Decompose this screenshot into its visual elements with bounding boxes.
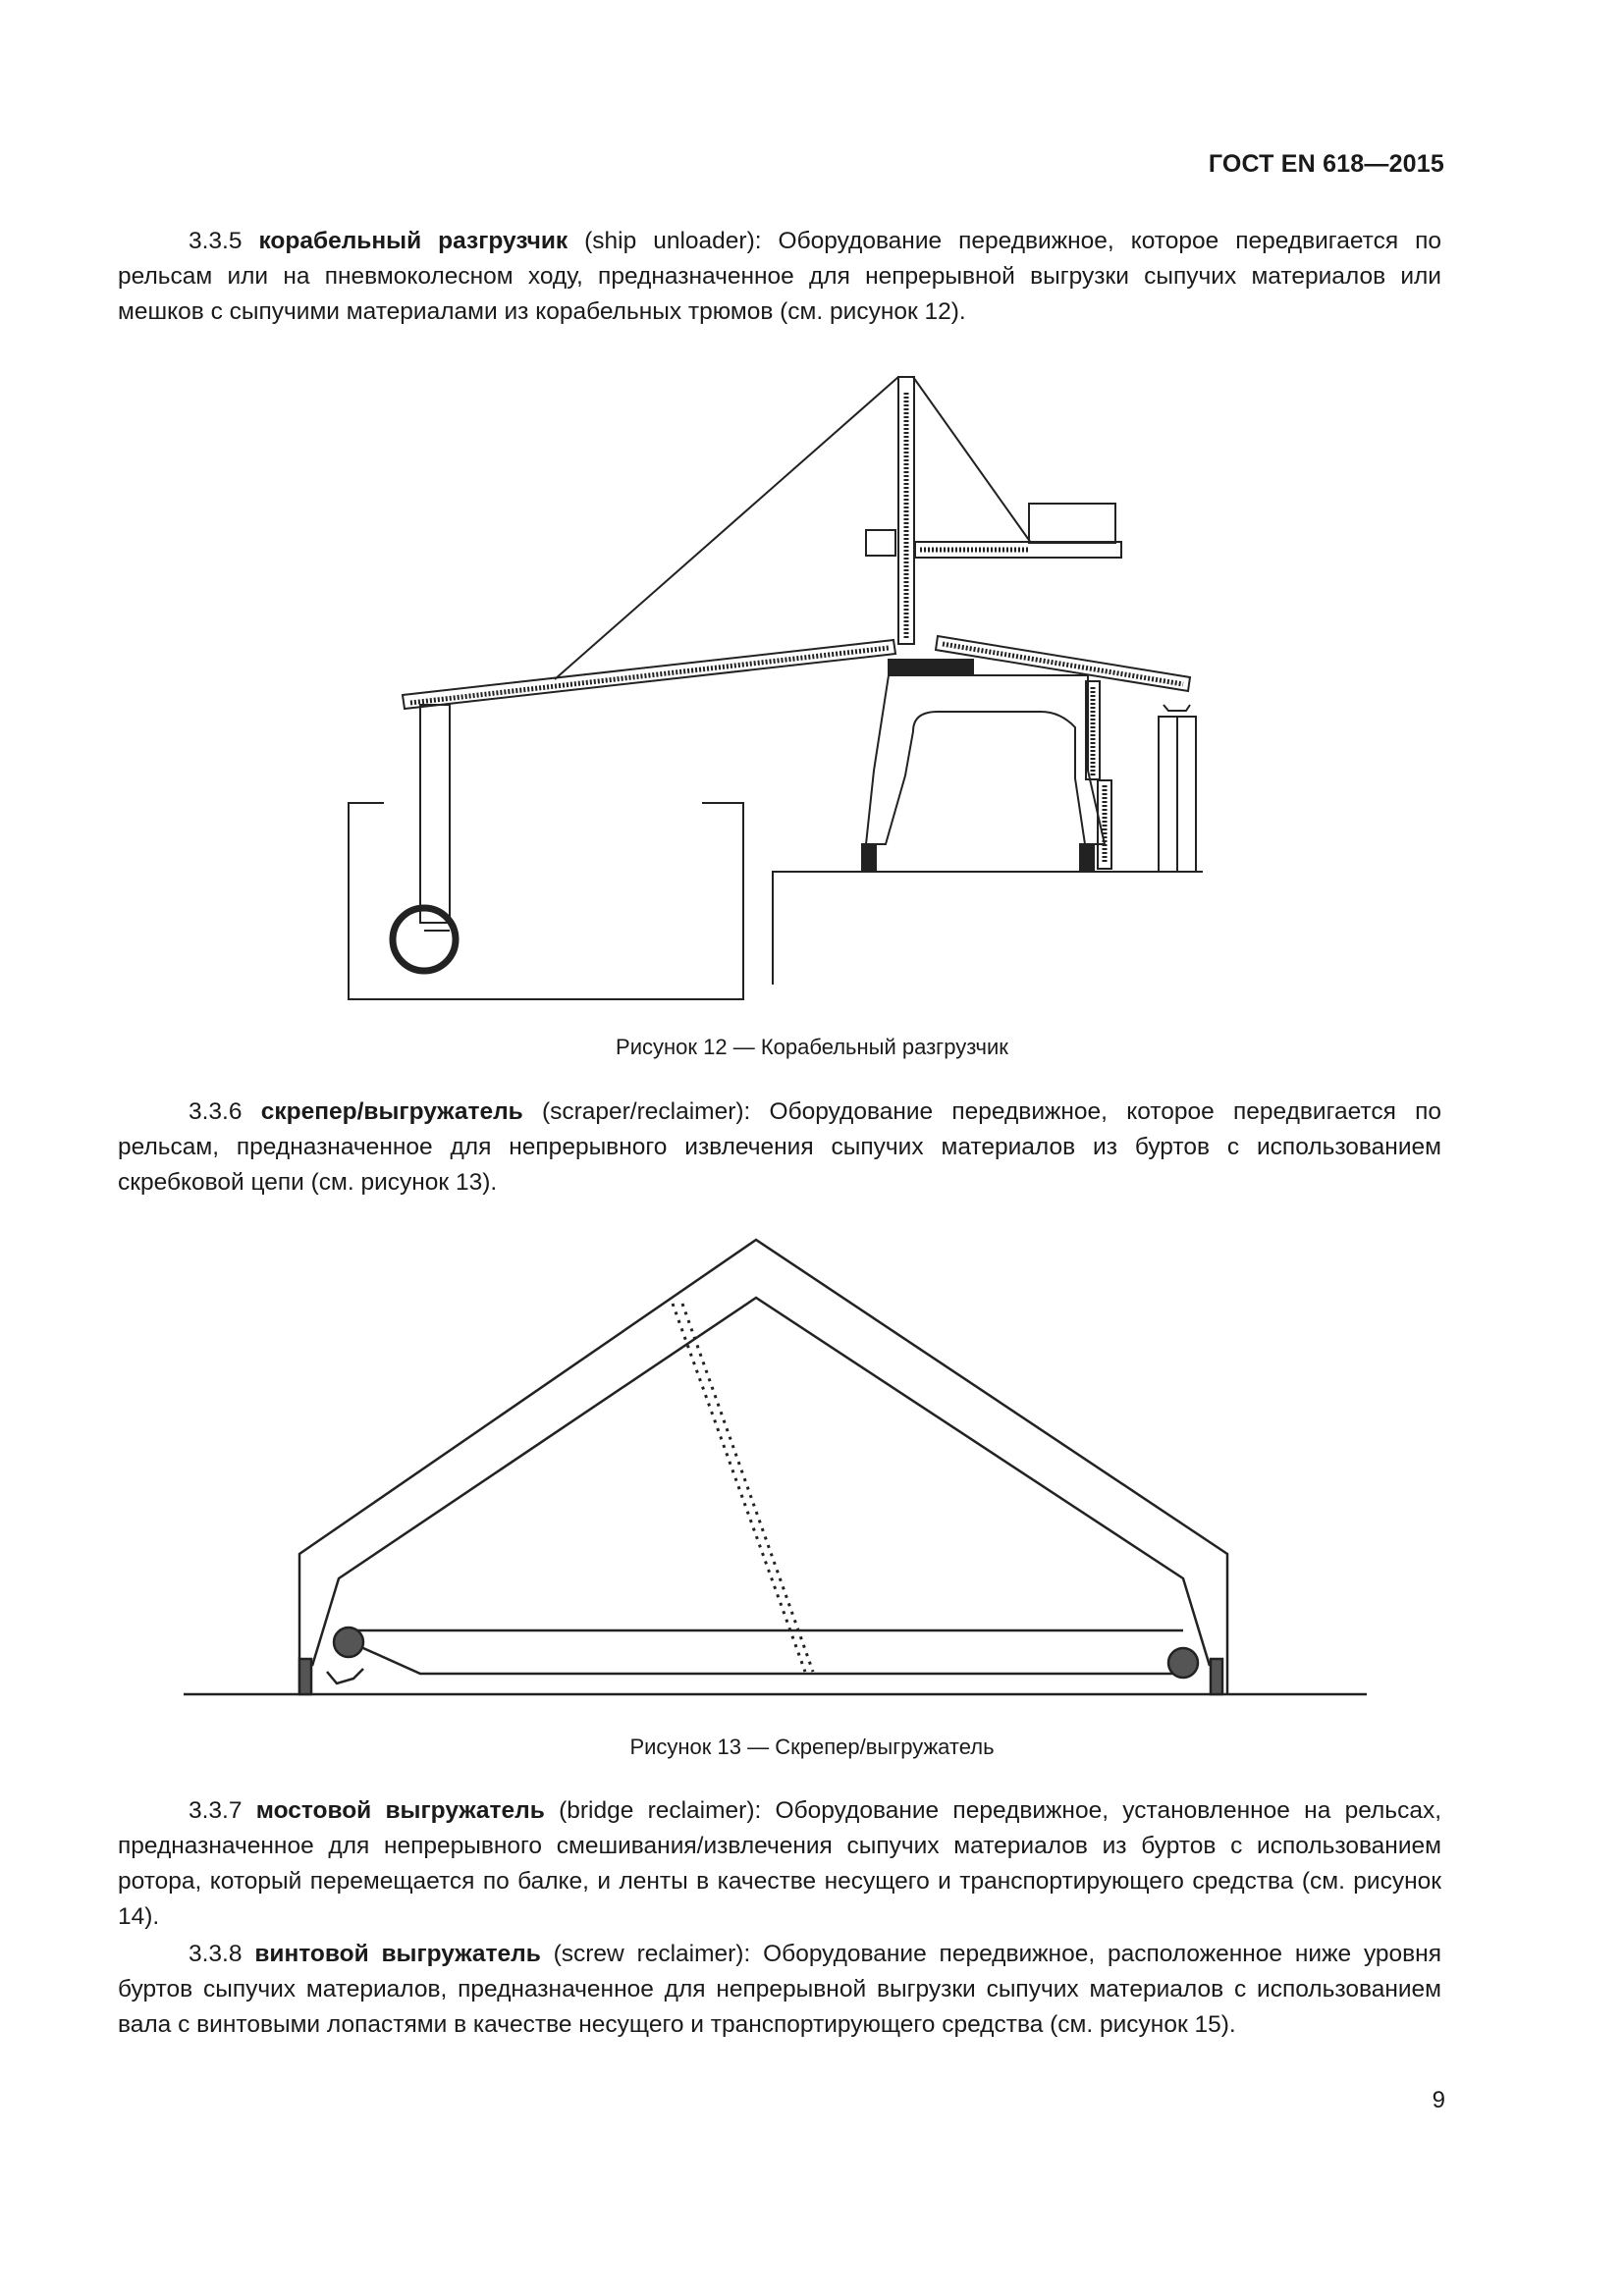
term: корабельный разгрузчик xyxy=(258,228,568,254)
paragraph-3-3-7 xyxy=(118,1793,1441,1935)
definition: : Оборудование передвижное, которое передвигается по рельсам, предназначенное для непрерывного извлечения сыпучих материалов из буртов с использованием скребковой цепи (см. рисунок 13). xyxy=(118,1098,1441,1196)
figure-12-caption: Рисунок 12 — Корабельный разгрузчик xyxy=(616,1035,1008,1059)
clause-number: 3.3.7 xyxy=(189,1797,243,1824)
term-english: (bridge reclaimer) xyxy=(559,1797,755,1824)
term: мостовой выгружатель xyxy=(255,1797,545,1824)
figure-13-caption: Рисунок 13 — Скрепер/выгружатель xyxy=(629,1735,995,1759)
paragraph-3-3-8 xyxy=(118,1937,1441,2043)
clause-number: 3.3.5 xyxy=(189,228,243,254)
definition: : Оборудование передвижное, установленное на рельсах, предназначенное для непрерывного смешивания/извлечения сыпучих материалов из буртов с использованием ротора, который перемещается по балке, и ленты в качестве несущего и транспортирующего средства (см. рисунок 14). xyxy=(118,1797,1442,1930)
page-number: 9 xyxy=(1432,2087,1445,2113)
term: винтовой выгружатель xyxy=(254,1941,541,1967)
term-english: (scraper/reclaimer) xyxy=(541,1098,744,1125)
term-english: (screw reclaimer) xyxy=(553,1941,744,1967)
document-id: ГОСТ EN 618—2015 xyxy=(1208,150,1444,178)
clause-number: 3.3.8 xyxy=(189,1941,243,1967)
definition: : Оборудование передвижное, которое передвигается по рельсам или на пневмоколесном ходу, предназначенное для непрерывной выгрузки сыпучих материалов или мешков с сыпучими материалами из корабельных трюмов (см. рисунок 12). xyxy=(118,228,1441,325)
term: скрепер/выгружатель xyxy=(260,1098,523,1125)
term-english: (ship unloader) xyxy=(584,228,755,254)
clause-number: 3.3.6 xyxy=(189,1098,243,1125)
definition: : Оборудование передвижное, расположенное ниже уровня буртов сыпучих материалов, предназначенное для непрерывной выгрузки сыпучих материалов с использованием вала с винтовыми лопастями в качестве несущего и транспортирующего средства (см. рисунок 15). xyxy=(118,1941,1441,2038)
